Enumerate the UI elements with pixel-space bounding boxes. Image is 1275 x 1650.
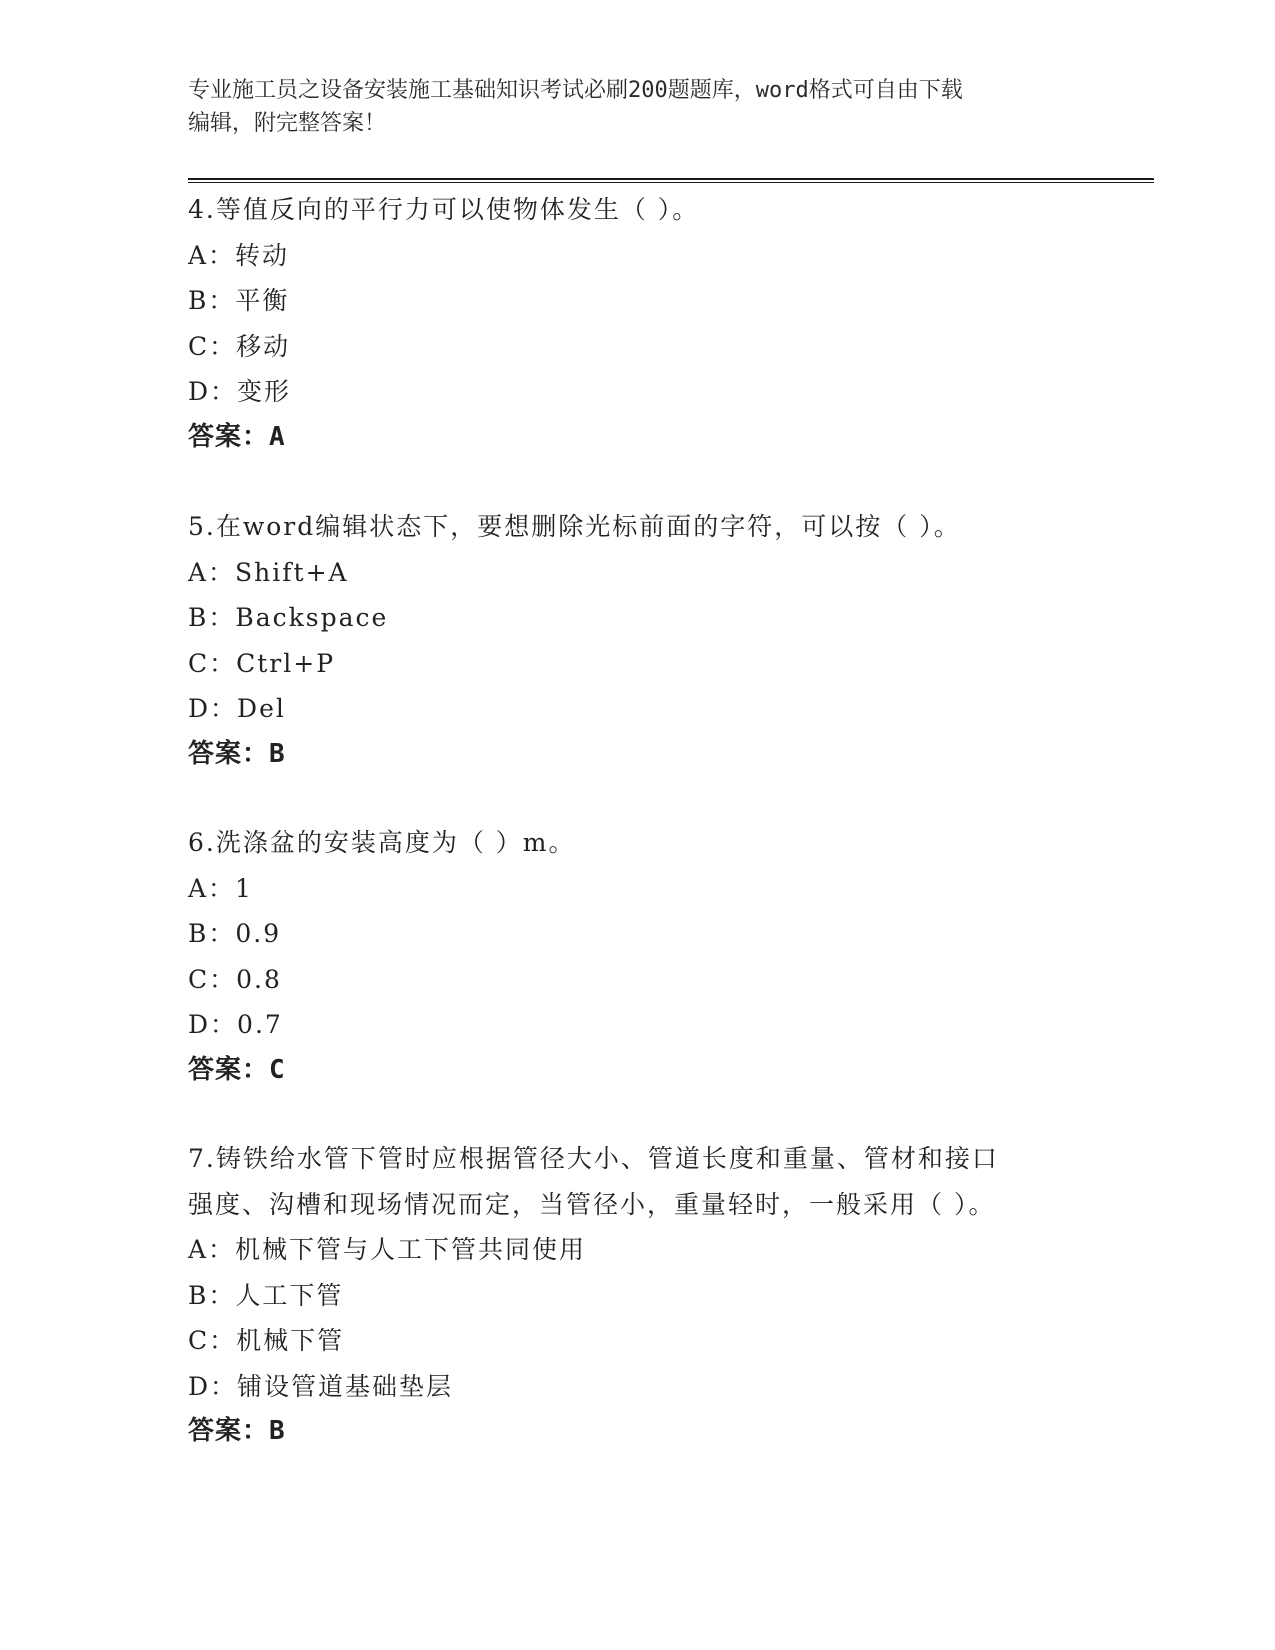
question-stem-line-1: 7.铸铁给水管下管时应根据管径大小、管道长度和重量、管材和接口 (188, 1144, 999, 1173)
option-c: C：0.8 (188, 964, 282, 994)
answer: 答案：A (188, 421, 286, 452)
answer: 答案：B (188, 738, 286, 769)
option-a: A：Shift+A (188, 557, 349, 587)
option-b: B：Backspace (188, 603, 389, 632)
question-stem: 6.洗涤盆的安装高度为（ ）m。 (188, 828, 576, 857)
option-d: D：变形 (188, 377, 292, 406)
option-b: B：平衡 (188, 286, 290, 315)
question-7 (188, 1136, 1088, 1455)
question-5 (188, 504, 1088, 777)
option-a: A：转动 (188, 240, 290, 270)
option-d: D：铺设管道基础垫层 (188, 1371, 454, 1401)
answer: 答案：C (188, 1054, 286, 1085)
divider-line-thick (188, 178, 1154, 180)
question-stem: 4.等值反向的平行力可以使物体发生（ ）。 (188, 195, 700, 224)
question-stem: 5.在word编辑状态下，要想删除光标前面的字符，可以按（ ）。 (188, 512, 961, 541)
divider-line-thin (188, 182, 1154, 183)
option-c: C：机械下管 (188, 1326, 345, 1355)
option-b: B：人工下管 (188, 1280, 344, 1310)
option-c: C：Ctrl+P (188, 648, 336, 678)
option-d: D：Del (188, 694, 286, 723)
header-line-1: 专业施工员之设备安装施工基础知识考试必刷200题题库，word格式可自由下载 (188, 78, 963, 103)
option-a: A：1 (188, 873, 253, 903)
question-6 (188, 820, 1088, 1093)
document-header (188, 74, 1088, 140)
question-4 (188, 187, 1088, 460)
option-b: B：0.9 (188, 919, 282, 948)
header-divider (188, 178, 1154, 184)
header-line-2: 编辑，附完整答案！ (188, 111, 387, 136)
option-c: C：移动 (188, 331, 291, 361)
answer: 答案：B (188, 1416, 286, 1446)
question-stem-line-2: 强度、沟槽和现场情况而定，当管径小，重量轻时，一般采用（ ）。 (188, 1189, 996, 1219)
option-d: D：0.7 (188, 1010, 283, 1039)
option-a: A：机械下管与人工下管共同使用 (188, 1235, 587, 1264)
